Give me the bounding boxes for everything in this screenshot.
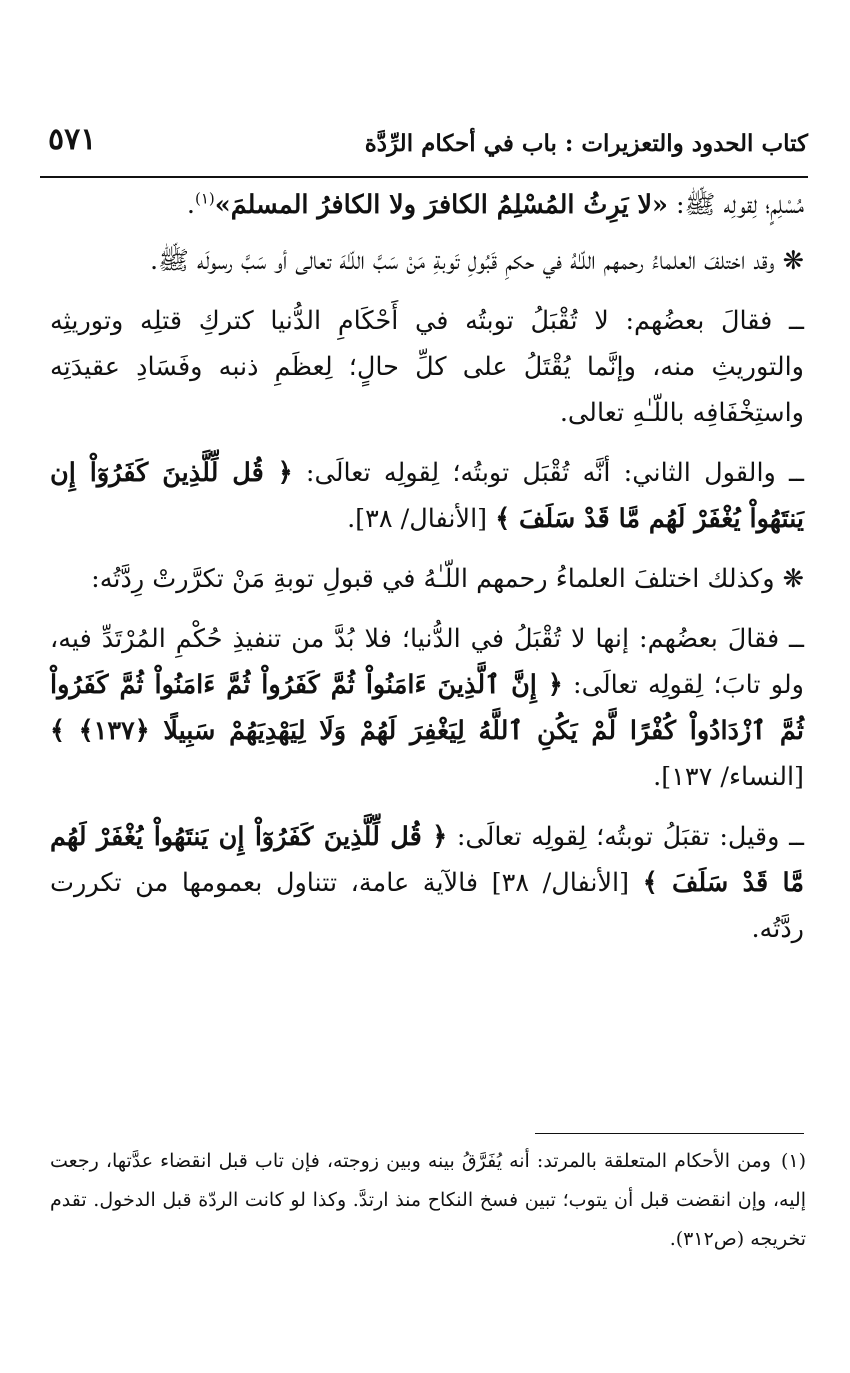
paragraph-end: . (186, 190, 195, 220)
hadith-quote: «لا يَرِثُ المُسْلِمُ الكافرَ ولا الكافرُ المسلمَ» (214, 190, 668, 220)
paragraph-text: [الأنفال/ ٣٨] فالآية عامة، تتناول بعمومها من تكررت ردَّتُه. (50, 868, 804, 944)
paragraph-text: ــ وقيل: تقبَلُ توبتُه؛ لِقولِه تعالَى: (447, 822, 805, 852)
footnote-text: ومن الأحكام المتعلقة بالمرتد: أنه يُفَرَّقُ بينه وبين زوجته، فإن تاب قبل انقضاء عدَّتها، رجعت إليه، وإن انقضت قبل أن يتوب؛ تبين فسخ النكاح منذ ارتدَّ. وكذا لو كانت الردّة قبل الدخول. تقدم تخريجه (ص٣١٢). (50, 1150, 806, 1250)
quran-verse: ﴿ قُل لِّلَّذِينَ كَفَرُوٓاْ إِن يَنتَهُواْ يُغْفَرْ لَهُم مَّا قَدْ سَلَفَ ﴾ (50, 458, 804, 534)
paragraph-first-opinion: ــ فقالَ بعضُهم: لا تُقْبَلُ توبتُه في أَحْكَامِ الدُّنيا كتركِ قتلِه وتوريثِه والتوريثِ منه، وإنَّما يُقْتَلُ على كلِّ حالٍ؛ لِعظَمِ ذنبه وفَسَادِ عقيدَتِه واستِخْفَافِه باللّـٰهِ تعالى. (50, 306, 804, 428)
paragraph-text: ــ والقول الثاني: أنَّه تُقْبَل توبتُه؛ لِقولِه تعالَى: (292, 458, 804, 488)
paragraph-text: مُسْلِمٍ؛ لِقولِه ﷺ: (667, 190, 804, 220)
paragraph-not-accepted-opinion (50, 616, 804, 800)
paragraph-repeated-apostasy: ❋ وكذلك اختلفَ العلماءُ رحمهم اللّـٰهُ في قبولِ توبةِ مَنْ تكرَّرتْ رِدَّتُه: (91, 564, 804, 594)
verse-reference: [الأنفال/ ٣٨]. (347, 504, 496, 534)
main-text (50, 182, 804, 966)
footnote-separator (535, 1133, 804, 1134)
header-rule (40, 176, 808, 178)
quran-verse: ﴿ قُل لِّلَّذِينَ كَفَرُوٓاْ إِن يَنتَهُواْ يُغْفَرْ لَهُم مَّا قَدْ سَلَفَ ﴾ (50, 822, 804, 898)
footnote-reference[interactable]: (١) (194, 189, 215, 208)
verse-reference: [النساء/ ١٣٧]. (653, 762, 804, 792)
footnote (50, 1142, 806, 1259)
paragraph-sabb-ruling: ❋ وقد اختلفَ العلماءُ رحمهم اللّـٰهُ في حكمِ قَبُولِ تَوبةِ مَنْ سَبَّ اللّـٰهَ تعالى أو سَبَّ رسولَه ﷺ. (150, 246, 804, 276)
page-number: ٥٧١ (48, 122, 97, 157)
paragraph-accepted-opinion (50, 814, 804, 952)
running-title: كتاب الحدود والتعزيرات : باب في أحكام الرِّدَّة (364, 130, 808, 157)
paragraph-second-opinion (50, 450, 804, 542)
page-header (40, 118, 808, 172)
paragraph-text: ــ فقالَ بعضُهم: إنها لا تُقْبَلُ في الدُّنيا؛ فلا بُدَّ من تنفيذِ حُكْمِ المُرْتَدِّ فيه، ولو تابَ؛ لِقولِه تعالَى: (50, 624, 804, 700)
footnote-number: (١) (780, 1150, 806, 1172)
quran-verse: ﴿ إِنَّ ٱلَّذِينَ ءَامَنُواْ ثُمَّ كَفَرُواْ ثُمَّ ءَامَنُواْ ثُمَّ كَفَرُواْ ثُمَّ ٱزْدَادُواْ كُفْرًا لَّمْ يَكُنِ ٱللَّهُ لِيَغْفِرَ لَهُمْ وَلَا لِيَهْدِيَهُمْ سَبِيلًا ﴿١٣٧﴾ ﴾ (50, 670, 805, 746)
footnotes (50, 1142, 806, 1259)
paragraph-hadith (50, 182, 804, 228)
